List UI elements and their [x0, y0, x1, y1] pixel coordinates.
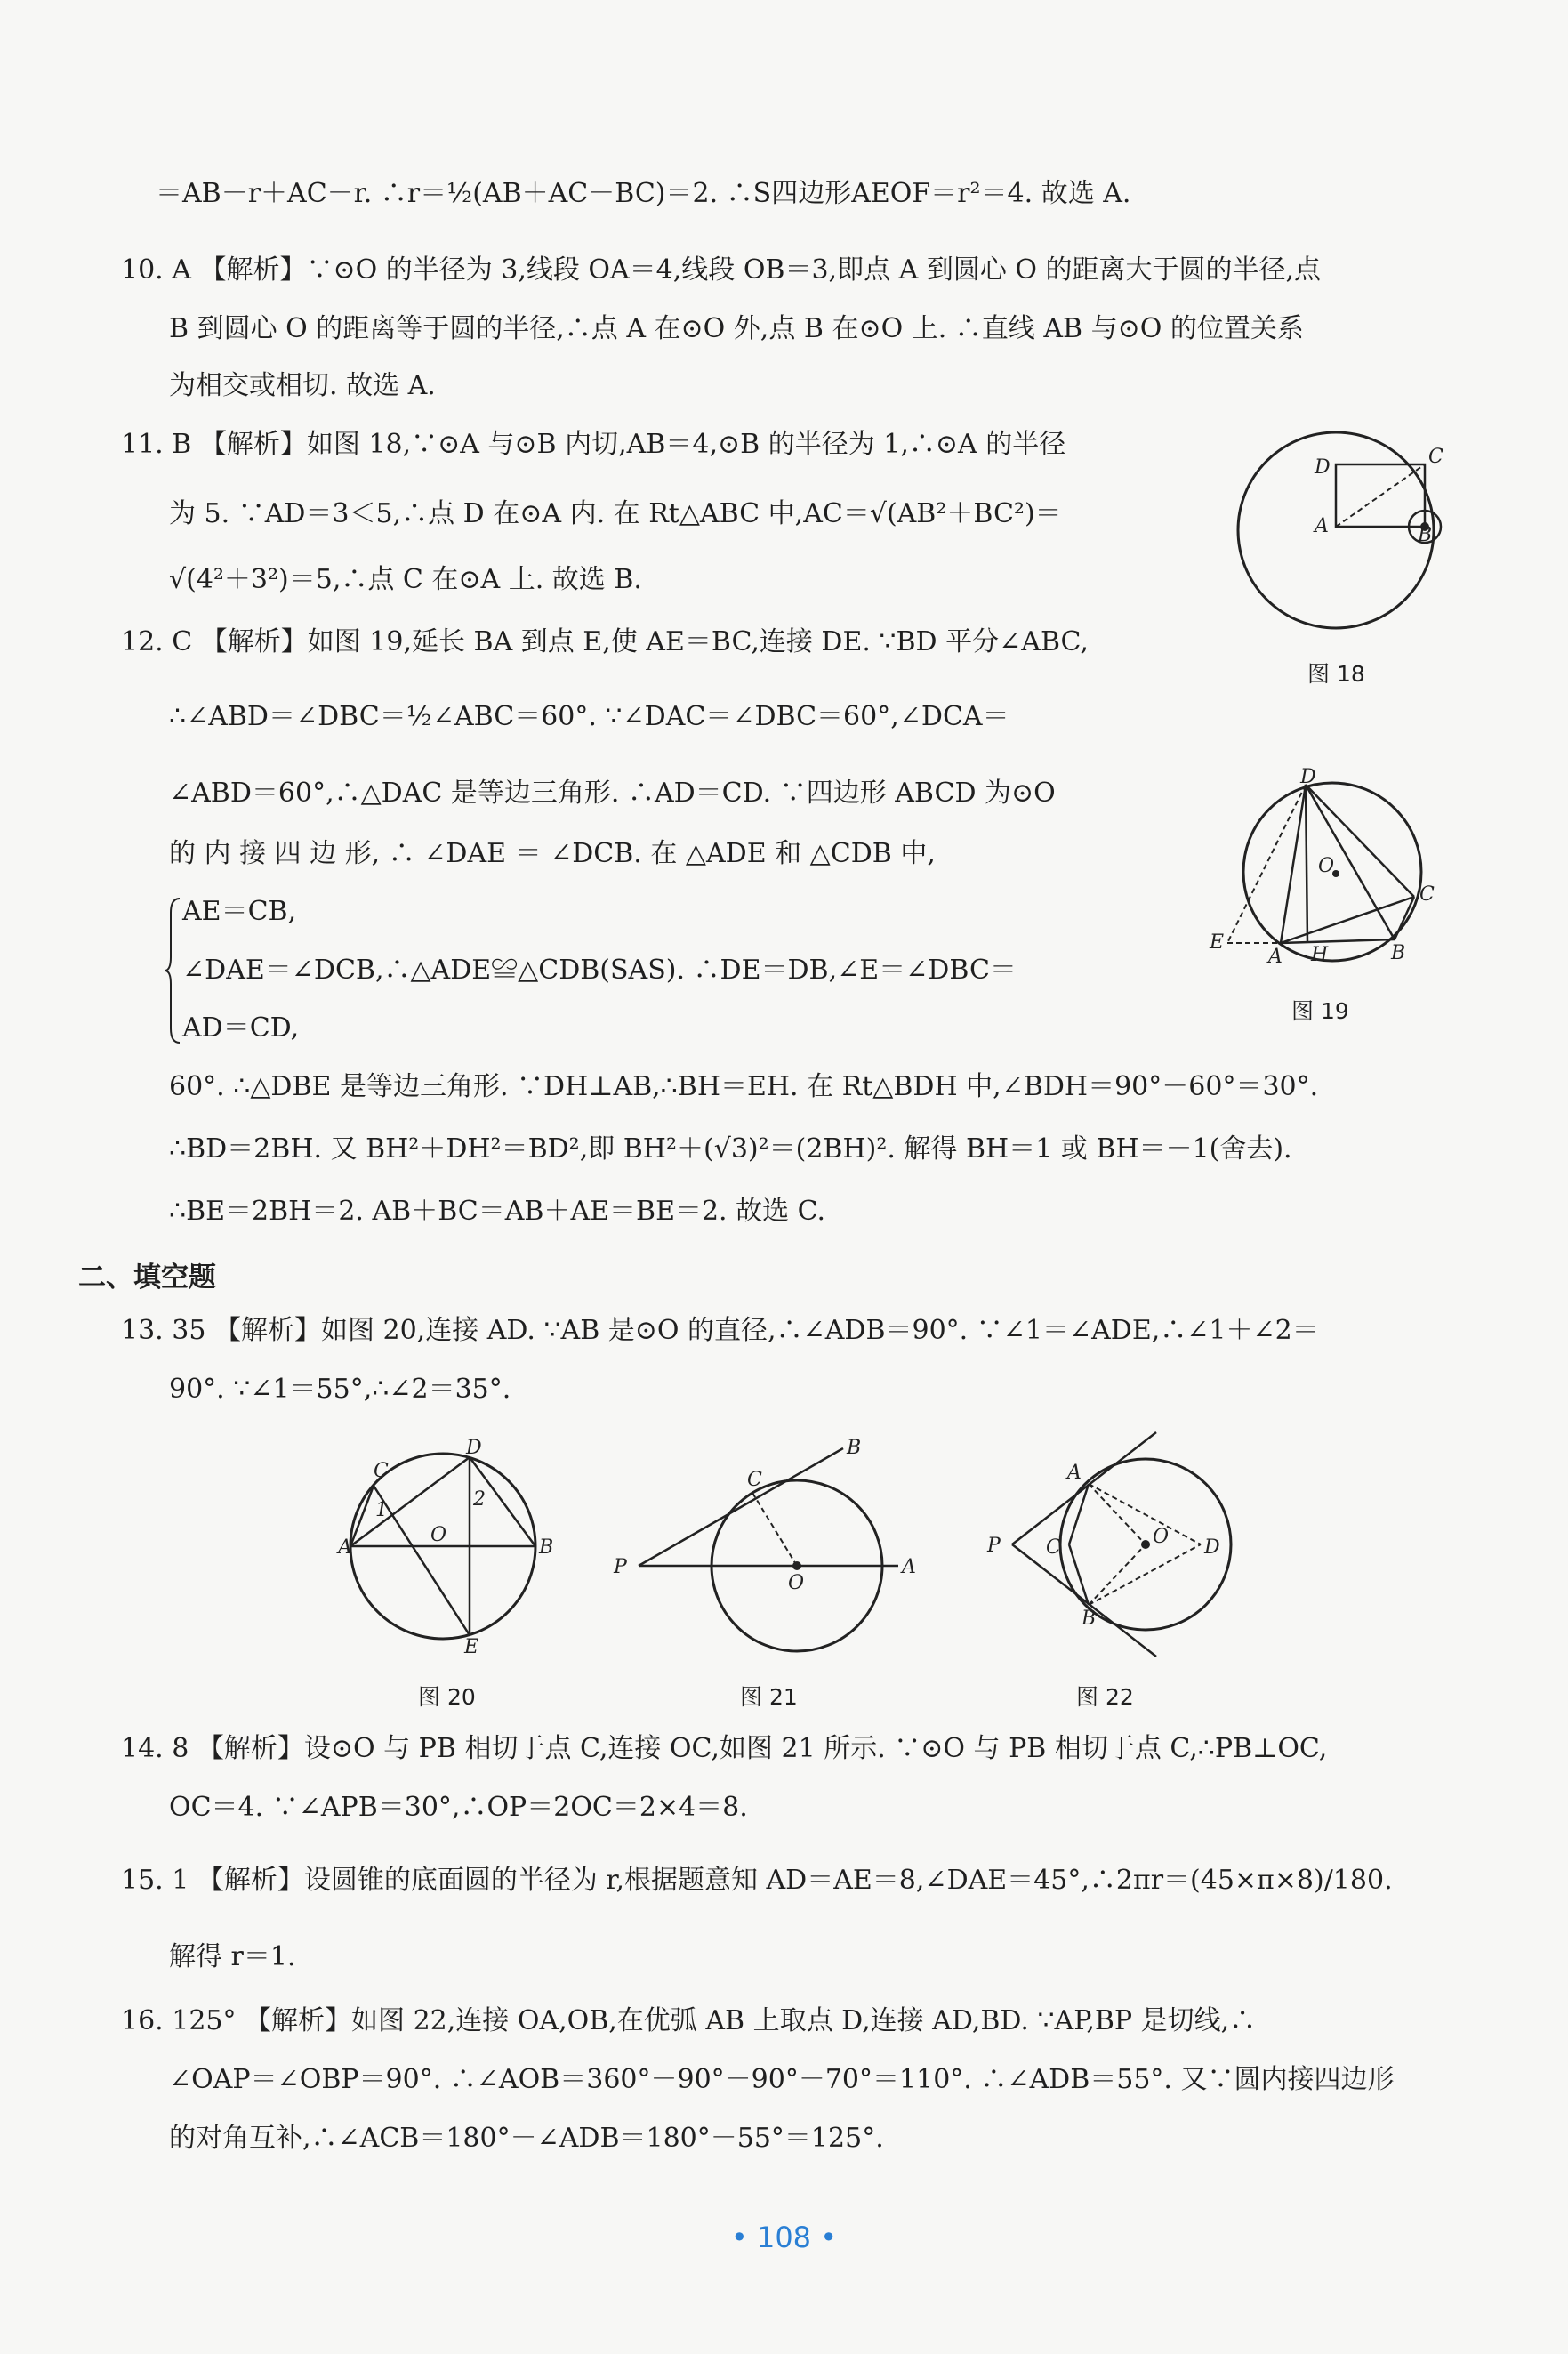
figure-21	[614, 1432, 925, 1655]
svg-text:A: A	[1268, 946, 1283, 968]
text-line: ∠ABD＝60°,∴△DAC 是等边三角形. ∴AD＝CD. ∵四边形 ABCD 为⊙O	[169, 778, 1056, 809]
text-line: 解得 r＝1.	[169, 1941, 296, 1972]
section-title: 二、填空题	[78, 1262, 216, 1294]
figure-caption: 图 19	[1291, 998, 1349, 1024]
figure-20	[338, 1437, 554, 1658]
svg-text:A: A	[1067, 1462, 1082, 1484]
text-line: AD＝CD,	[182, 1012, 300, 1044]
svg-text:H: H	[1311, 944, 1329, 966]
svg-text:O: O	[1153, 1526, 1170, 1548]
svg-text:B: B	[847, 1437, 862, 1459]
text-line: 60°. ∴△DBE 是等边三角形. ∵DH⊥AB,∴BH＝EH. 在 Rt△BDH 中,∠BDH＝90°－60°＝30°.	[169, 1071, 1319, 1102]
text-line: 的对角互补,∴∠ACB＝180°－∠ADB＝180°－55°＝125°.	[169, 2123, 884, 2154]
text-line: 的 内 接 四 边 形, ∴ ∠DAE ＝ ∠DCB. 在 △ADE 和 △CDB 中,	[169, 838, 936, 869]
svg-text:E: E	[464, 1636, 479, 1658]
svg-text:A: A	[338, 1536, 352, 1559]
svg-text:C: C	[1046, 1536, 1061, 1559]
svg-text:1: 1	[375, 1499, 388, 1521]
svg-text:D: D	[1315, 456, 1331, 479]
text-line: 为相交或相切. 故选 A.	[169, 370, 436, 401]
svg-text:O: O	[788, 1572, 805, 1594]
text-line: AE＝CB,	[182, 896, 297, 927]
figure-caption: 图 20	[418, 1684, 476, 1710]
text-line: 12. C 【解析】如图 19,延长 BA 到点 E,使 AE＝BC,连接 DE. ∵BD 平分∠ABC,	[121, 626, 1089, 657]
figure-19	[1201, 766, 1450, 970]
svg-text:B: B	[1391, 942, 1406, 964]
text-line: √(4²＋3²)＝5,∴点 C 在⊙A 上. 故选 B.	[169, 564, 642, 595]
svg-text:C: C	[1428, 446, 1443, 468]
svg-text:A: A	[902, 1556, 916, 1578]
text-line: 13. 35 【解析】如图 20,连接 AD. ∵AB 是⊙O 的直径,∴∠ADB＝90°. ∵∠1＝∠ADE,∴∠1＋∠2＝	[121, 1315, 1319, 1346]
text-line: 为 5. ∵AD＝3＜5,∴点 D 在⊙A 内. 在 Rt△ABC 中,AC＝√(AB²＋BC²)＝	[169, 498, 1062, 529]
svg-text:D: D	[466, 1437, 482, 1459]
svg-text:A: A	[1315, 515, 1329, 537]
svg-text:C: C	[747, 1469, 762, 1491]
svg-text:C: C	[374, 1460, 389, 1482]
svg-text:C: C	[1419, 883, 1435, 906]
svg-text:B: B	[1418, 524, 1433, 546]
figure-caption: 图 18	[1307, 661, 1365, 687]
text-line: ∴BE＝2BH＝2. AB＋BC＝AB＋AE＝BE＝2. 故选 C.	[169, 1196, 826, 1227]
brace-icon	[165, 895, 183, 1046]
text-line: B 到圆心 O 的距离等于圆的半径,∴点 A 在⊙O 外,点 B 在⊙O 上. ∴直线 AB 与⊙O 的位置关系	[169, 313, 1304, 344]
svg-text:O: O	[430, 1524, 447, 1546]
figure-22	[987, 1423, 1254, 1646]
text-line: ∴∠ABD＝∠DBC＝½∠ABC＝60°. ∵∠DAC＝∠DBC＝60°,∠DCA＝	[169, 701, 1009, 732]
svg-text:P: P	[987, 1535, 1001, 1557]
text-line: 11. B 【解析】如图 18,∵⊙A 与⊙B 内切,AB＝4,⊙B 的半径为 1,∴⊙A 的半径	[121, 429, 1066, 460]
text-line: ＝AB－r＋AC－r. ∴r＝½(AB＋AC－BC)＝2. ∴S四边形AEOF＝r²＝4. 故选 A.	[156, 178, 1131, 209]
figure-18	[1227, 427, 1441, 632]
svg-text:O: O	[1318, 855, 1335, 877]
text-line: 16. 125° 【解析】如图 22,连接 OA,OB,在优弧 AB 上取点 D,连接 AD,BD. ∵AP,BP 是切线,∴	[121, 2005, 1257, 2036]
text-line: OC＝4. ∵∠APB＝30°,∴OP＝2OC＝2×4＝8.	[169, 1792, 748, 1823]
svg-text:E: E	[1210, 931, 1225, 954]
svg-text:P: P	[614, 1556, 627, 1578]
svg-text:B: B	[539, 1536, 554, 1559]
text-line: 10. A 【解析】∵⊙O 的半径为 3,线段 OA＝4,线段 OB＝3,即点 A 到圆心 O 的距离大于圆的半径,点	[121, 254, 1322, 286]
page-number: • 108 •	[730, 2221, 838, 2254]
figure-caption: 图 21	[740, 1684, 798, 1710]
text-line: ∠OAP＝∠OBP＝90°. ∴∠AOB＝360°－90°－90°－70°＝110°. ∴∠ADB＝55°. 又∵圆内接四边形	[169, 2064, 1395, 2095]
text-line: 14. 8 【解析】设⊙O 与 PB 相切于点 C,连接 OC,如图 21 所示. ∵⊙O 与 PB 相切于点 C,∴PB⊥OC,	[121, 1733, 1328, 1764]
text-line: ∠DAE＝∠DCB,∴△ADE≌△CDB(SAS). ∴DE＝DB,∠E＝∠DBC＝	[182, 955, 1017, 986]
svg-text:D: D	[1300, 766, 1316, 788]
svg-text:B: B	[1082, 1608, 1097, 1630]
figure-caption: 图 22	[1076, 1684, 1134, 1710]
svg-text:D: D	[1204, 1536, 1220, 1559]
svg-text:2: 2	[473, 1488, 486, 1511]
text-line: ∴BD＝2BH. 又 BH²＋DH²＝BD²,即 BH²＋(√3)²＝(2BH)². 解得 BH＝1 或 BH＝－1(舍去).	[169, 1133, 1292, 1165]
text-line: 15. 1 【解析】设圆锥的底面圆的半径为 r,根据题意知 AD＝AE＝8,∠DAE＝45°,∴2πr＝(45×π×8)/180.	[121, 1865, 1393, 1896]
text-line: 90°. ∵∠1＝55°,∴∠2＝35°.	[169, 1374, 511, 1405]
